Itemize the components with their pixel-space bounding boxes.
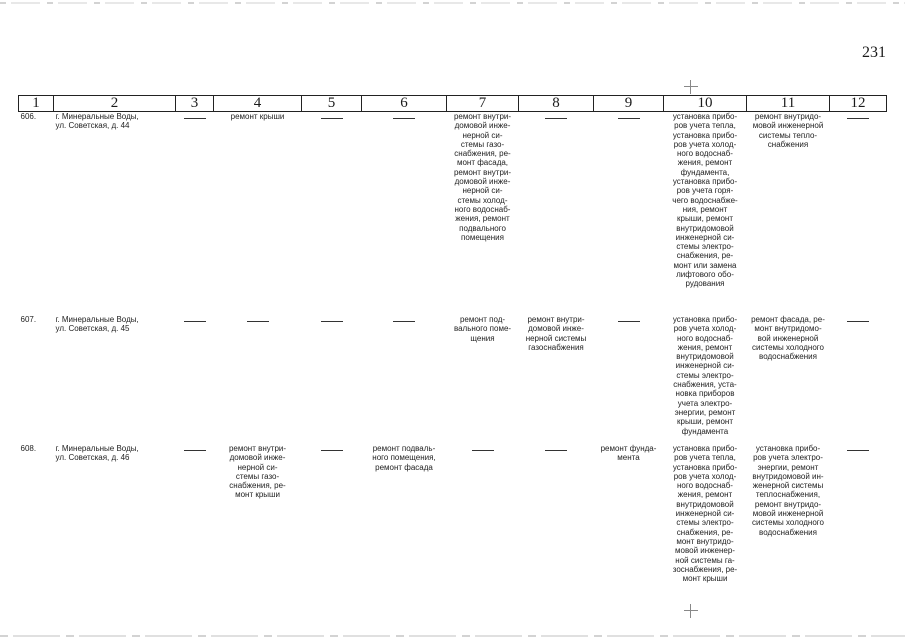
empty-cell-dash [302,315,362,444]
dash-mark [321,450,343,451]
dash-mark [472,450,494,451]
column-header: 8 [519,96,594,112]
row-number: 608. [20,444,37,453]
work-cell: установка прибо- ров учета тепла, установка прибо- ров учета холод- ного водоснаб- жения, ремонт фундамента, установка прибо- ров учета горя- чего водоснабже- ния, ремонт крыши, ремонт внутридомовой инженерной си- стемы электро- снабжения, ре- монт или замена лифтового обо- рудования [672,112,738,289]
table-row [19,112,887,316]
empty-cell-dash [447,444,519,604]
empty-cell-dash [830,444,887,604]
row-number: 606. [20,112,37,121]
work-cell: ремонт фунда- мента [600,444,657,463]
table-row [19,444,887,604]
empty-cell-dash [214,315,302,444]
address-cell: г. Минеральные Воды, ул. Советская, д. 45 [55,315,139,334]
empty-cell-dash [362,112,447,316]
work-cell: установка прибо- ров учета холод- ного водоснаб- жения, ремонт внутридомовой инженерной си- стемы электро- снабжения, уста- новка приборов учета электро- энергии, ремонт крыши, ремонт фундамента [672,315,738,436]
empty-cell-dash [830,315,887,444]
work-cell: ремонт фасада, ре- монт внутридомо- вой инженерной системы холодного водоснабжения [751,315,825,362]
work-cell: установка прибо- ров учета тепла, установка прибо- ров учета холод- ного водоснаб- жения, ремонт внутридомовой инженерной си- стемы электро- снабжения, ре- монт внутридо- мовой инженер- ной системы га- зоснабжения, ре- монт крыши [672,444,738,584]
row-number: 607. [20,315,37,324]
column-header: 5 [302,96,362,112]
empty-cell-dash [830,112,887,316]
empty-cell-dash [176,112,214,316]
empty-cell-dash [594,315,664,444]
column-header: 3 [176,96,214,112]
dash-mark [545,450,567,451]
dash-mark [321,321,343,322]
scan-edge-bottom [0,635,905,637]
dash-mark [618,118,640,119]
address-cell: г. Минеральные Воды, ул. Советская, д. 44 [55,112,139,131]
dash-mark [847,321,869,322]
empty-cell-dash [302,444,362,604]
work-cell: ремонт крыши [230,112,285,121]
dash-mark [247,321,269,322]
dash-mark [618,321,640,322]
dash-mark [184,118,206,119]
scan-edge-top [0,2,905,4]
work-cell: ремонт внутри- домовой инже- нерной си- стемы газо- снабжения, ре- монт крыши [228,444,287,500]
dash-mark [184,321,206,322]
column-header: 7 [447,96,519,112]
column-header: 4 [214,96,302,112]
dash-mark [545,118,567,119]
work-cell: ремонт под- вального поме- щения [453,315,512,343]
work-cell: ремонт подваль- ного помещения, ремонт фасада [372,444,436,472]
table-row [19,315,887,444]
dash-mark [393,118,415,119]
work-cell: установка прибо- ров учета электро- энергии, ремонт внутридомовой ин- женерной системы теплоснабжения, ремонт внутридо- мовой инженерной системы холодного водоснабжения [752,444,824,537]
column-header: 12 [830,96,887,112]
empty-cell-dash [302,112,362,316]
empty-cell-dash [176,444,214,604]
work-cell: ремонт внутри- домовой инже- нерной си- стемы газо- снабжения, ре- монт фасада, ремонт внутри- домовой инже- нерной си- стемы холод- ного водоснаб- жения, ремонт подвального помещения [453,112,512,242]
empty-cell-dash [594,112,664,316]
works-table [18,95,887,604]
column-header: 11 [747,96,830,112]
empty-cell-dash [519,112,594,316]
empty-cell-dash [176,315,214,444]
column-header: 10 [664,96,747,112]
dash-mark [393,321,415,322]
address-cell: г. Минеральные Воды, ул. Советская, д. 46 [55,444,139,463]
column-numbers-row [19,96,887,112]
column-header: 1 [19,96,54,112]
work-cell: ремонт внутри- домовой инже- нерной системы газоснабжения [525,315,587,352]
work-cell: ремонт внутридо- мовой инженерной системы тепло- снабжения [752,112,824,149]
dash-mark [184,450,206,451]
empty-cell-dash [362,315,447,444]
page-number: 231 [862,44,886,61]
empty-cell-dash [519,444,594,604]
dash-mark [847,118,869,119]
column-header: 2 [54,96,176,112]
column-header: 9 [594,96,664,112]
dash-mark [321,118,343,119]
column-header: 6 [362,96,447,112]
registration-mark [684,80,698,94]
registration-mark [684,604,698,618]
dash-mark [847,450,869,451]
